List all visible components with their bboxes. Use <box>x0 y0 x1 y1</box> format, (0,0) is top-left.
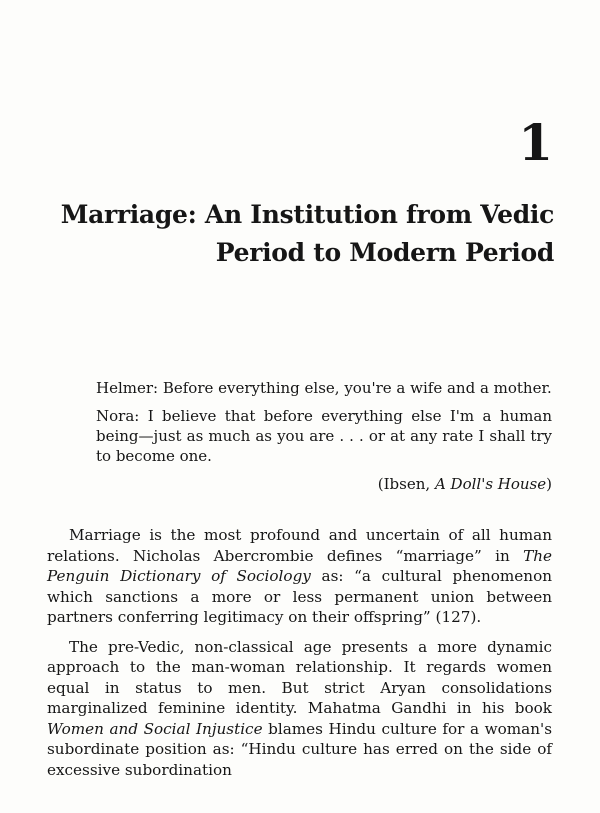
paragraph-1-book-title: The Penguin Dictionary of Sociology <box>47 546 552 585</box>
paragraph-2-text-b: blames Hindu culture for a woman's subordinate position as: “Hindu culture has erred on the side of excessive subordination <box>47 719 552 779</box>
paragraph-1 <box>47 525 552 628</box>
paragraph-2-book-title: Women and Social Injustice <box>47 719 263 738</box>
epigraph-attribution <box>96 474 552 494</box>
chapter-title-line-1: Marriage: An Institution from Vedic <box>60 200 554 229</box>
paragraph-2 <box>47 637 552 781</box>
paragraph-2-text-a: The pre-Vedic, non-classical age presents a more dynamic approach to the man-woman relationship. It regards women equal in status to men. But strict Aryan consolidations marginalized feminine identity. Mahatma Gandhi in his book <box>47 637 552 717</box>
paragraph-1-text-b: as: “a cultural phenomenon which sanctions a more or less permanent union between partners conferring legitimacy on their offspring” (127). <box>47 567 553 626</box>
attribution-title: A Doll's House <box>434 475 547 493</box>
epigraph-helmer-line: Helmer: Before everything else, you're a wife and a mother. <box>96 379 552 397</box>
attribution-prefix: (Ibsen, <box>377 475 435 493</box>
chapter-title-line-2: Period to Modern Period <box>215 238 554 267</box>
body-text <box>47 525 552 789</box>
paragraph-1-text-a: Marriage is the most profound and uncertain of all human relations. Nicholas Abercrombie defines “marriage” in <box>47 526 552 565</box>
epigraph <box>96 378 552 502</box>
epigraph-nora-line: Nora: I believe that before everything else I'm a human being—just as much as you are . . . or at any rate I shall try to become one. <box>96 407 552 465</box>
chapter-number: 1 <box>518 113 553 172</box>
chapter-title <box>61 196 554 272</box>
attribution-suffix: ) <box>546 475 552 493</box>
